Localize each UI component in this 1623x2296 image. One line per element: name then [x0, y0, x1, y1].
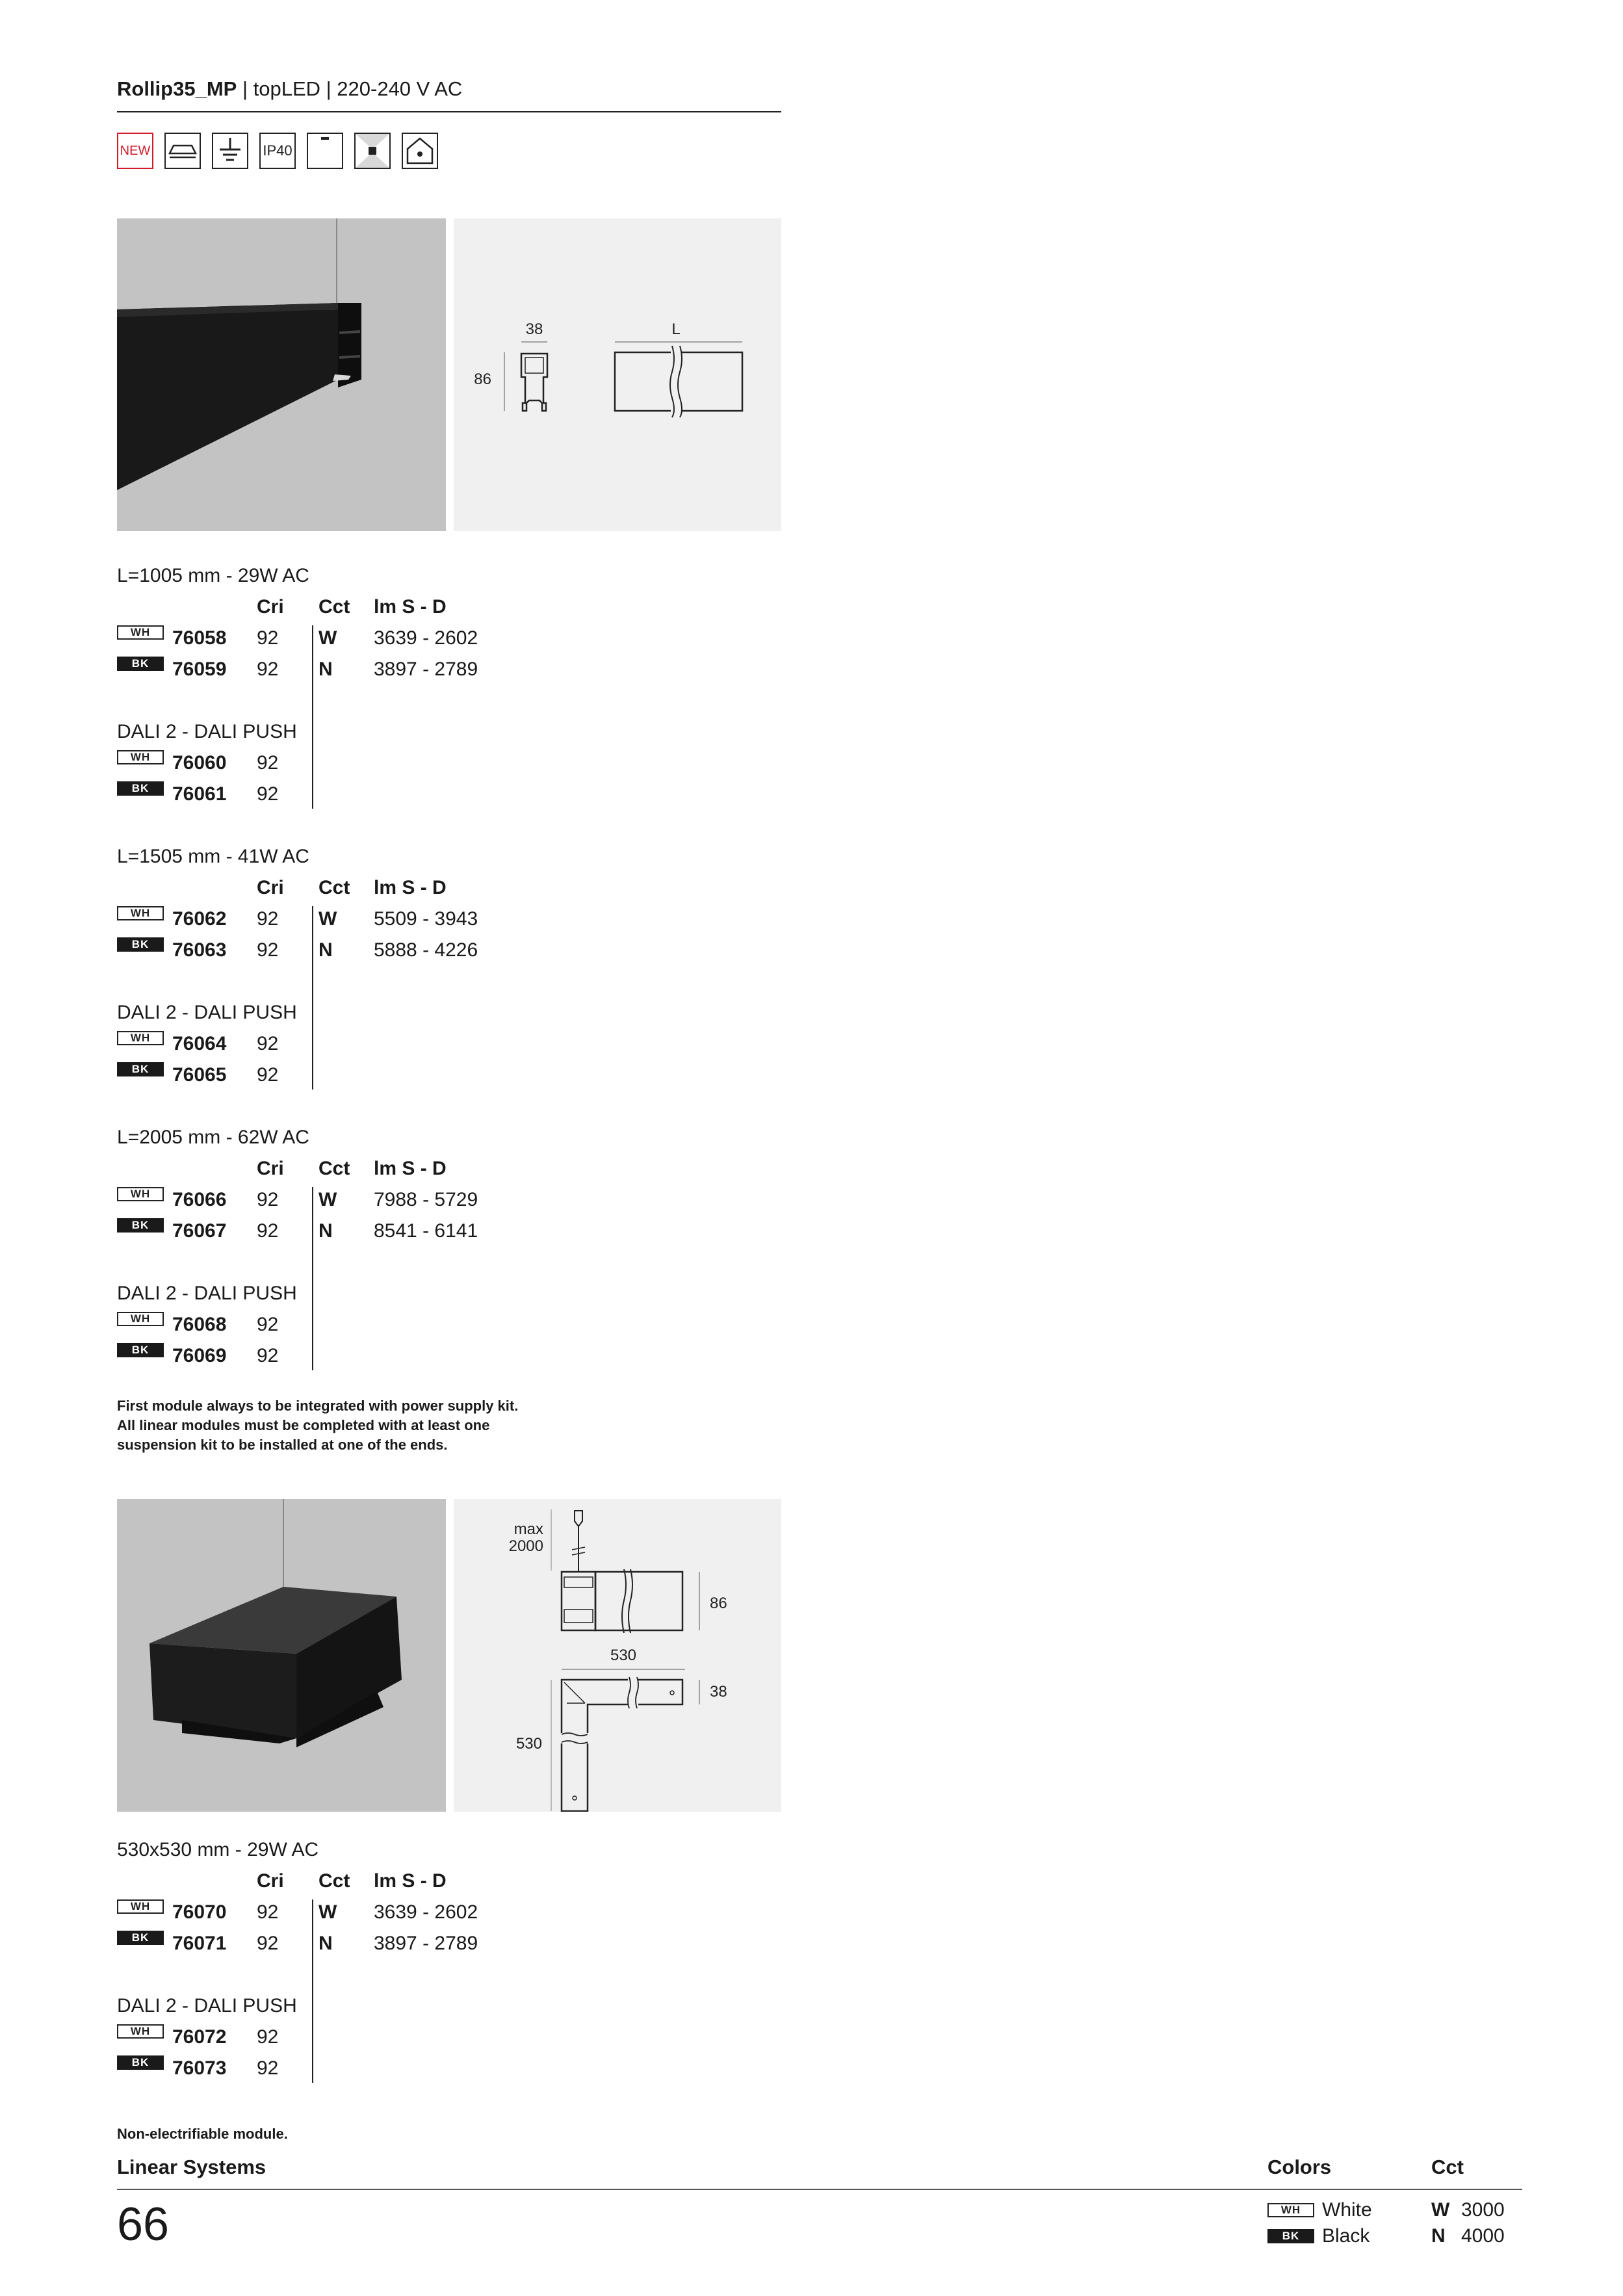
dim-max-label: max	[513, 1520, 543, 1538]
cri-value: 92	[257, 783, 279, 805]
linear-module-note	[117, 1396, 518, 1455]
product-row	[117, 1218, 702, 1244]
product-row	[117, 906, 702, 932]
product-row	[117, 2055, 702, 2081]
lumen-value: 3897 - 2789	[374, 1933, 478, 1954]
lumen-value: 3639 - 2602	[374, 627, 478, 649]
color-badge: WH	[117, 906, 164, 920]
cri-value: 92	[257, 1064, 279, 1086]
product-code: 76066	[172, 1189, 227, 1210]
cct-title: Cct	[1431, 2156, 1464, 2178]
cri-value: 92	[257, 1189, 279, 1210]
lumen-value: 7988 - 5729	[374, 1189, 478, 1210]
cct-value: N	[318, 659, 333, 680]
product-row	[117, 937, 702, 963]
section-title: 530x530 mm - 29W AC	[117, 1839, 319, 1860]
color-legend-white	[1267, 2197, 1423, 2223]
cri-value: 92	[257, 1901, 279, 1923]
dali-title: DALI 2 - DALI PUSH	[117, 721, 297, 742]
direct-indirect-light-icon	[354, 133, 391, 169]
color-badge: WH	[117, 1187, 164, 1201]
color-legend-black	[1267, 2223, 1423, 2249]
dim-length-label: L	[671, 320, 681, 338]
lumen-header: lm S - D	[374, 1870, 447, 1892]
column-header-row	[117, 1156, 702, 1182]
cri-value: 92	[257, 627, 279, 649]
lumen-value: 5888 - 4226	[374, 939, 478, 961]
product-code: 76070	[172, 1901, 227, 1923]
indoor-house-icon	[402, 133, 438, 169]
page-title	[117, 75, 781, 103]
cct-value: W	[318, 908, 337, 930]
colors-title: Colors	[1267, 2156, 1332, 2178]
product-code: 76067	[172, 1220, 227, 1242]
cri-value: 92	[257, 2057, 279, 2079]
cct-header: Cct	[318, 1870, 350, 1892]
cct-value: 3000	[1461, 2199, 1505, 2221]
note-line: All linear modules must be completed with at least one	[117, 1417, 490, 1433]
product-code: 76060	[172, 752, 227, 774]
product-code: 76068	[172, 1314, 227, 1335]
lumen-value: 8541 - 6141	[374, 1220, 478, 1242]
dim-thickness-label: 38	[710, 1683, 727, 1701]
dali-title: DALI 2 - DALI PUSH	[117, 1283, 297, 1304]
color-badge: BK	[117, 1931, 164, 1945]
color-badge: BK	[117, 937, 164, 952]
direct-light-icon	[307, 133, 343, 169]
cri-header: Cri	[257, 877, 284, 898]
product-code: 76065	[172, 1064, 227, 1086]
cri-header: Cri	[257, 1158, 284, 1179]
color-badge: BK	[117, 1062, 164, 1076]
lumen-header: lm S - D	[374, 1158, 447, 1179]
page-header	[117, 75, 781, 112]
cct-value: W	[318, 627, 337, 649]
product-code: 76072	[172, 2026, 227, 2048]
cri-value: 92	[257, 1933, 279, 1954]
column-divider	[312, 1899, 313, 2083]
lumen-header: lm S - D	[374, 877, 447, 898]
dim-width-label: 38	[525, 320, 543, 338]
corner-module-note: Non-electrifiable module.	[117, 2126, 288, 2142]
color-badge: WH	[117, 1031, 164, 1045]
cri-value: 92	[257, 752, 279, 774]
dali-title: DALI 2 - DALI PUSH	[117, 1002, 297, 1023]
product-row	[117, 1062, 702, 1088]
cri-header: Cri	[257, 596, 284, 618]
spec-section	[117, 1837, 702, 2087]
column-divider	[312, 906, 313, 1089]
section-title: L=1505 mm - 41W AC	[117, 846, 309, 867]
dim-max-value: 2000	[508, 1537, 543, 1555]
dim-side-width-label: 530	[515, 1735, 542, 1753]
color-badge: WH	[1267, 2203, 1314, 2217]
cri-value: 92	[257, 908, 279, 930]
lumen-header: lm S - D	[374, 596, 447, 618]
product-code: 76064	[172, 1033, 227, 1054]
cri-value: 92	[257, 1345, 279, 1366]
note-line: suspension kit to be installed at one of the ends.	[117, 1437, 448, 1453]
ip-rating-label: IP40	[263, 142, 292, 159]
dim-height-label: 86	[710, 1595, 727, 1612]
section-title: L=2005 mm - 62W AC	[117, 1127, 309, 1148]
product-name: Rollip35_MP	[117, 77, 237, 100]
color-badge: WH	[117, 625, 164, 640]
cct-legend-n	[1431, 2223, 1522, 2249]
cri-value: 92	[257, 1314, 279, 1335]
column-divider	[312, 1187, 313, 1370]
product-code: 76071	[172, 1933, 227, 1954]
product-row	[117, 1931, 702, 1957]
product-code: 76061	[172, 783, 227, 805]
footer-section-title: Linear Systems	[117, 2156, 266, 2178]
earth-ground-icon	[212, 133, 248, 169]
dali-title: DALI 2 - DALI PUSH	[117, 1995, 297, 2016]
cri-value: 92	[257, 939, 279, 961]
color-badge: WH	[117, 750, 164, 764]
product-code: 76069	[172, 1345, 227, 1366]
cct-value: W	[318, 1189, 337, 1210]
product-row	[117, 1187, 702, 1213]
product-code: 76062	[172, 908, 227, 930]
footer-divider	[117, 2189, 1522, 2190]
column-header-row	[117, 594, 702, 620]
color-badge: BK	[117, 1218, 164, 1233]
suspended-profile-icon	[164, 133, 201, 169]
color-badge: BK	[117, 2055, 164, 2070]
spec-section	[117, 1125, 702, 1374]
spec-section	[117, 844, 702, 1093]
color-badge: BK	[117, 1343, 164, 1357]
lumen-value: 5509 - 3943	[374, 908, 478, 930]
color-name: Black	[1322, 2225, 1370, 2247]
color-badge: WH	[117, 2024, 164, 2039]
lumen-value: 3897 - 2789	[374, 659, 478, 680]
cct-value: N	[318, 939, 333, 961]
cct-value: 4000	[1461, 2225, 1505, 2247]
product-subtitle: | topLED | 220-240 V AC	[237, 77, 463, 100]
product-row	[117, 2024, 702, 2050]
product-row	[117, 1312, 702, 1338]
technical-drawing-corner	[454, 1499, 781, 1812]
cri-header: Cri	[257, 1870, 284, 1892]
cri-value: 92	[257, 659, 279, 680]
product-code: 76063	[172, 939, 227, 961]
product-row	[117, 657, 702, 683]
cri-value: 92	[257, 1220, 279, 1242]
product-code: 76073	[172, 2057, 227, 2079]
product-row	[117, 625, 702, 651]
new-badge	[117, 133, 153, 169]
column-header-row	[117, 1868, 702, 1894]
spec-section	[117, 563, 702, 813]
cct-code: W	[1431, 2199, 1450, 2221]
color-badge: WH	[117, 1312, 164, 1326]
product-row	[117, 750, 702, 776]
product-row	[117, 1899, 702, 1925]
product-row	[117, 1343, 702, 1369]
note-line: First module always to be integrated with power supply kit.	[117, 1398, 519, 1414]
color-name: White	[1322, 2199, 1372, 2221]
cct-value: W	[318, 1901, 337, 1923]
cct-legend-w	[1431, 2197, 1522, 2223]
product-code: 76058	[172, 627, 227, 649]
color-badge: BK	[117, 781, 164, 796]
new-label: NEW	[120, 143, 151, 158]
color-badge: BK	[117, 657, 164, 671]
product-photo-linear	[117, 218, 446, 531]
cct-code: N	[1431, 2225, 1446, 2247]
color-badge: BK	[1267, 2229, 1314, 2243]
page-number: 66	[117, 2198, 170, 2250]
product-code: 76059	[172, 659, 227, 680]
product-photo-corner	[117, 1499, 446, 1812]
cct-value: N	[318, 1933, 333, 1954]
product-row	[117, 1031, 702, 1057]
cri-value: 92	[257, 1033, 279, 1054]
cct-header: Cct	[318, 1158, 350, 1179]
cct-value: N	[318, 1220, 333, 1242]
ip-rating-icon	[259, 133, 296, 169]
lumen-value: 3639 - 2602	[374, 1901, 478, 1923]
dim-height-label: 86	[474, 371, 491, 388]
cct-header: Cct	[318, 877, 350, 898]
column-header-row	[117, 875, 702, 901]
section-title: L=1005 mm - 29W AC	[117, 565, 309, 586]
product-row	[117, 781, 702, 807]
cri-value: 92	[257, 2026, 279, 2048]
cct-header: Cct	[318, 596, 350, 618]
dim-top-width-label: 530	[610, 1647, 637, 1664]
technical-drawing-linear	[454, 218, 781, 531]
color-badge: WH	[117, 1899, 164, 1914]
column-divider	[312, 625, 313, 809]
